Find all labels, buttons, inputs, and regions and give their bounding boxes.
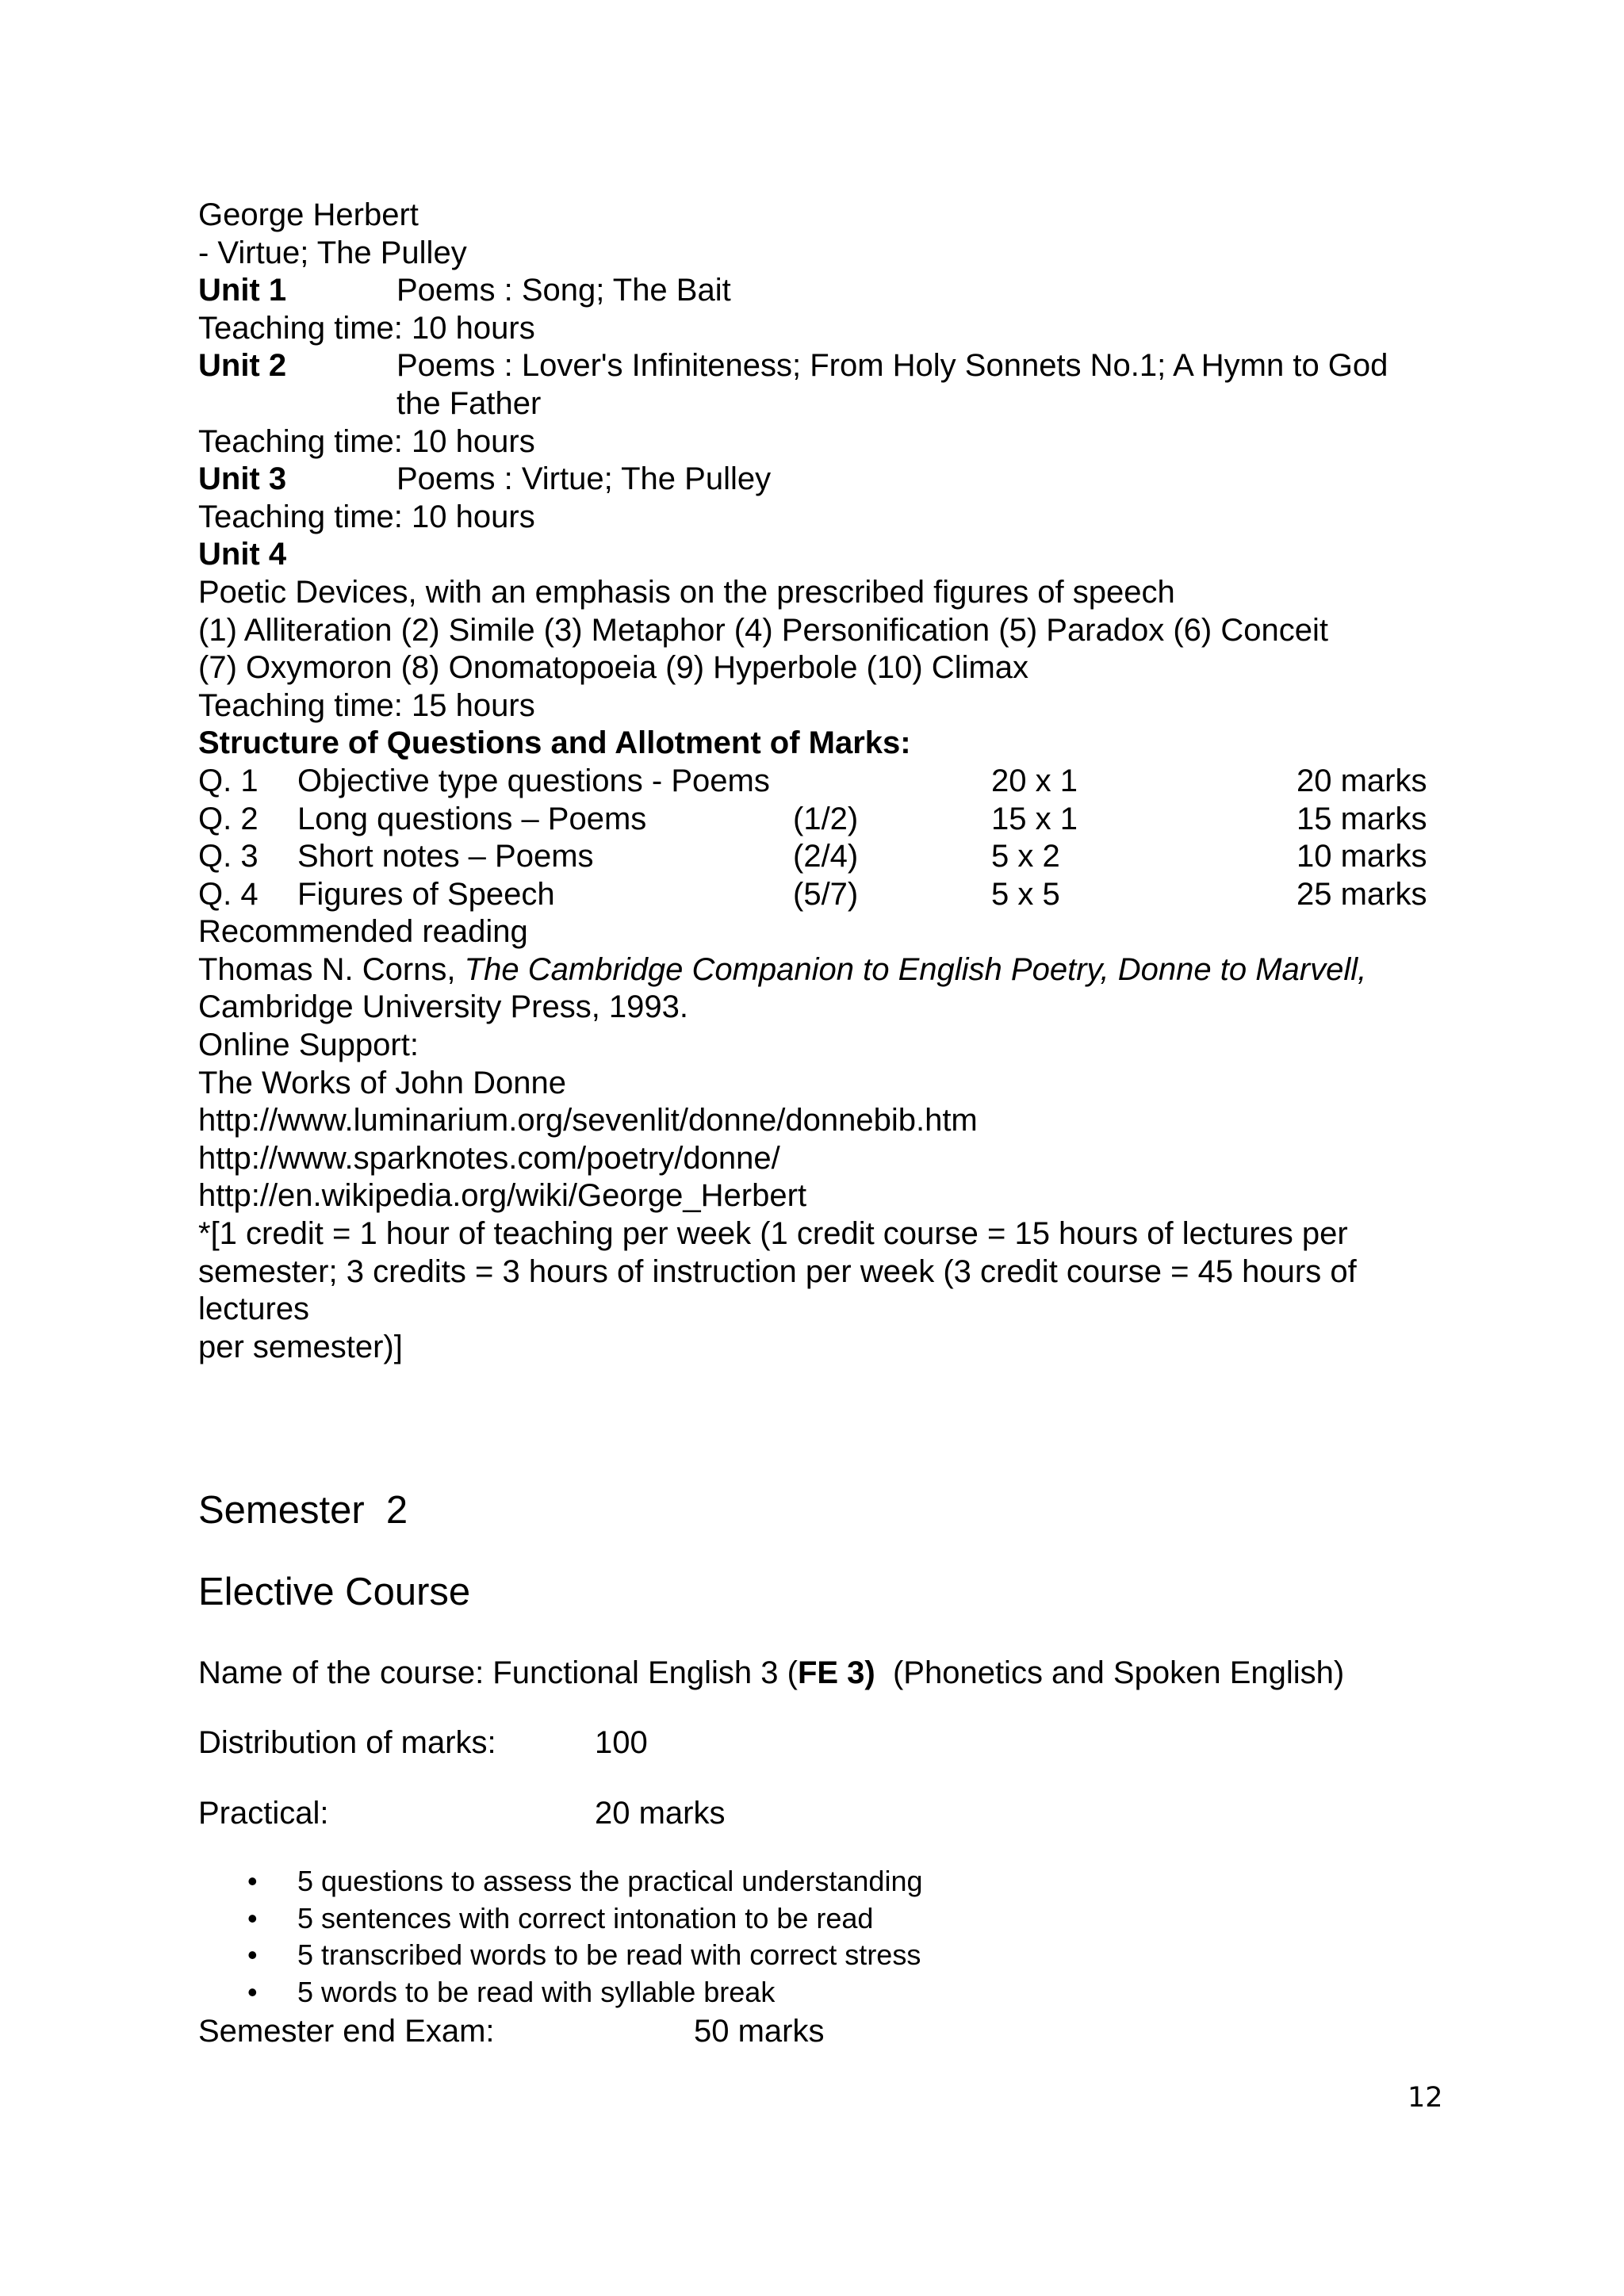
credit-note-line: per semester)] xyxy=(198,1329,403,1364)
bullet-icon: • xyxy=(247,1901,258,1934)
marks-calculation: 5 x 2 xyxy=(991,839,1060,874)
marks-calculation: 15 x 1 xyxy=(991,801,1078,836)
marks-total: 20 marks xyxy=(1297,763,1427,798)
marks-description: Figures of Speech xyxy=(297,876,555,912)
unit-3-label: Unit 3 xyxy=(198,461,287,497)
page-number: 12 xyxy=(1408,2082,1443,2114)
marks-question-no: Q. 1 xyxy=(198,763,259,798)
marks-question-no: Q. 4 xyxy=(198,876,259,912)
exam-row xyxy=(198,2014,991,2052)
exam-label: Semester end Exam: xyxy=(198,2014,495,2049)
unit-3-row xyxy=(198,461,1443,499)
marks-question-no: Q. 3 xyxy=(198,839,259,874)
online-link[interactable]: http://www.luminarium.org/sevenlit/donne/donnebib.htm xyxy=(198,1103,978,1138)
practical-item: 5 sentences with correct intonation to be read xyxy=(297,1901,874,1934)
marks-calculation: 5 x 5 xyxy=(991,876,1060,912)
structure-heading: Structure of Questions and Allotment of Marks: xyxy=(198,725,911,761)
bullet-icon: • xyxy=(247,1865,258,1897)
marks-row xyxy=(198,801,1443,839)
list-item xyxy=(198,1974,922,2011)
credit-note-line: lectures xyxy=(198,1292,310,1327)
bullet-icon: • xyxy=(247,1975,258,2008)
unit-2-label: Unit 2 xyxy=(198,348,287,384)
practical-item: 5 transcribed words to be read with correct stress xyxy=(297,1938,921,1971)
unit-2-text-cont: the Father xyxy=(396,385,542,421)
list-item xyxy=(198,1937,922,1974)
marks-total: 10 marks xyxy=(1297,839,1427,874)
unit-4-line-2: (1) Alliteration (2) Simile (3) Metaphor (4) Personification (5) Paradox (6) Conceit xyxy=(198,612,1328,648)
marks-total: 15 marks xyxy=(1297,801,1427,836)
unit-1-label: Unit 1 xyxy=(198,273,287,308)
unit-2-text: Poems : Lover's Infiniteness; From Holy Sonnets No.1; A Hymn to God xyxy=(396,348,1388,384)
course-name-prefix: Name of the course: Functional English 3 ( xyxy=(198,1655,798,1690)
online-link[interactable]: http://www.sparknotes.com/poetry/donne/ xyxy=(198,1140,780,1176)
marks-row xyxy=(198,838,1443,876)
course-name-line xyxy=(198,1655,1344,1691)
practical-label: Practical: xyxy=(198,1796,329,1831)
unit-1-row xyxy=(198,272,1443,310)
course-type-heading: Elective Course xyxy=(198,1571,471,1613)
syllabus-block xyxy=(198,197,1443,1366)
exam-value: 50 marks xyxy=(694,2014,825,2049)
practical-item: 5 words to be read with syllable break xyxy=(297,1975,776,2008)
practical-value: 20 marks xyxy=(595,1796,726,1831)
unit-4-time: Teaching time: 15 hours xyxy=(198,687,535,723)
author-poems: - Virtue; The Pulley xyxy=(198,235,467,270)
author-name: George Herbert xyxy=(198,197,419,232)
distribution-value: 100 xyxy=(595,1725,648,1760)
online-item: The Works of John Donne xyxy=(198,1065,566,1100)
course-name-suffix: (Phonetics and Spoken English) xyxy=(875,1655,1345,1690)
unit-1-time: Teaching time: 10 hours xyxy=(198,310,535,346)
online-support-label: Online Support: xyxy=(198,1027,419,1063)
unit-3-time: Teaching time: 10 hours xyxy=(198,499,535,534)
credit-note-line: semester; 3 credits = 3 hours of instruction per week (3 credit course = 45 hours of xyxy=(198,1253,1357,1289)
credit-note-line: *[1 credit = 1 hour of teaching per week (1 credit course = 15 hours of lectures per xyxy=(198,1216,1348,1252)
marks-question-no: Q. 2 xyxy=(198,801,259,836)
unit-2-row-cont xyxy=(198,385,1443,423)
marks-calculation: 20 x 1 xyxy=(991,763,1078,798)
unit-2-time: Teaching time: 10 hours xyxy=(198,423,535,459)
list-item xyxy=(198,1863,922,1900)
practical-list xyxy=(198,1863,922,2011)
bullet-icon: • xyxy=(247,1938,258,1971)
online-link[interactable]: http://en.wikipedia.org/wiki/George_Herbert xyxy=(198,1178,807,1214)
marks-row xyxy=(198,876,1443,914)
semester-heading: Semester 2 xyxy=(198,1489,408,1532)
marks-attempt: (1/2) xyxy=(793,801,859,836)
reference-publisher: Cambridge University Press, 1993. xyxy=(198,989,689,1025)
practical-item: 5 questions to assess the practical understanding xyxy=(297,1865,923,1897)
marks-description: Objective type questions - Poems xyxy=(297,763,770,798)
unit-2-row xyxy=(198,347,1443,385)
practical-row xyxy=(198,1796,991,1834)
marks-description: Short notes – Poems xyxy=(297,839,594,874)
marks-row xyxy=(198,763,1443,801)
unit-4-line-1: Poetic Devices, with an emphasis on the prescribed figures of speech xyxy=(198,574,1175,610)
distribution-label: Distribution of marks: xyxy=(198,1725,496,1760)
distribution-row xyxy=(198,1725,991,1763)
list-item xyxy=(198,1900,922,1938)
marks-attempt: (5/7) xyxy=(793,876,859,912)
marks-attempt: (2/4) xyxy=(793,839,859,874)
unit-4-label: Unit 4 xyxy=(198,537,287,572)
unit-4-line-3: (7) Oxymoron (8) Onomatopoeia (9) Hyperbole (10) Climax xyxy=(198,650,1029,686)
course-code: FE 3) xyxy=(797,1655,875,1690)
unit-3-text: Poems : Virtue; The Pulley xyxy=(396,461,772,497)
reference-author: Thomas N. Corns, xyxy=(198,951,465,987)
marks-description: Long questions – Poems xyxy=(297,801,647,836)
marks-total: 25 marks xyxy=(1297,876,1427,912)
unit-1-text: Poems : Song; The Bait xyxy=(396,273,731,308)
reference-line xyxy=(198,951,1443,989)
recommended-reading-label: Recommended reading xyxy=(198,914,528,950)
reference-title: The Cambridge Companion to English Poetry, Donne to Marvell, xyxy=(464,951,1367,987)
